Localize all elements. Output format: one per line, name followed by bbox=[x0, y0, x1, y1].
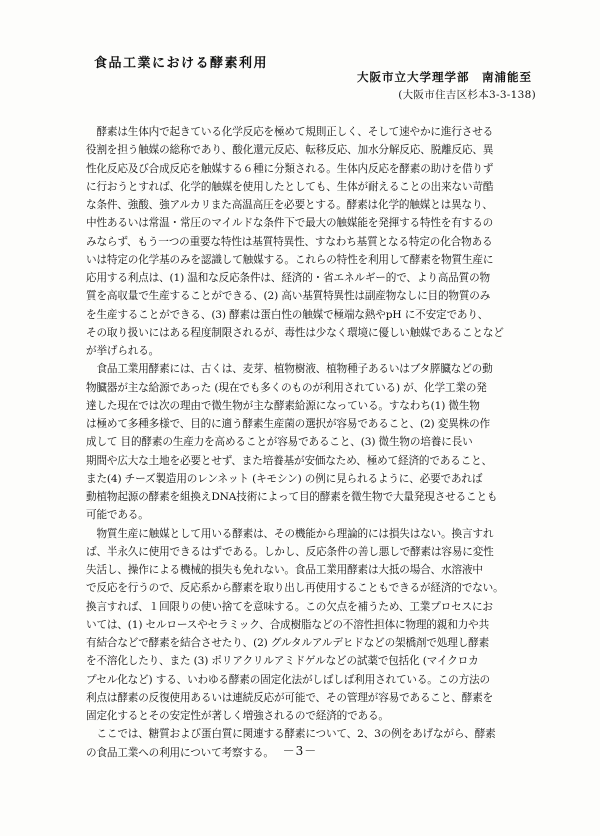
text-line: 可能である。 bbox=[86, 509, 149, 522]
text-line: いては、(1) セルロースやセラミック、合成樹脂などの不溶性担体に物理的親和力や共 bbox=[86, 618, 490, 631]
text-line: の食品工業への利用について考察する。 bbox=[86, 746, 274, 759]
text-line: 有結合などで酵素を結合させたり、(2) グルタルアルデヒドなどの架橋剤で処理し酵素 bbox=[86, 637, 490, 649]
text-line: ば、半永久に使用できるはずである。しかし、反応条件の善し悪しで酵素は容易に変性 bbox=[86, 545, 494, 558]
text-line: いは特定の化学基のみを認識して触媒する。これらの特性を利用して酵素を物質生産に bbox=[86, 253, 494, 266]
body-text bbox=[86, 123, 530, 762]
text-line: 期間や広大な土地を必要とせず、また培養基が安価なため、極めて経済的であること、 bbox=[86, 454, 493, 467]
text-line: また(4) チーズ製造用のレンネット (キモシン) の例に見られるように、必要であれば bbox=[86, 472, 483, 485]
text-line: プセル化など) する、いわゆる酵素の固定化法がしばしば利用されている。この方法の bbox=[86, 673, 490, 686]
text-line: 食品工業用酵素には、古くは、麦芽、植物樹液、植物種子あるいはブタ膵臓などの動 bbox=[86, 363, 493, 376]
page-number: －3－ bbox=[282, 744, 318, 758]
text-line: 物臓器が主な給源であった (現在でも多くのものが利用されている) が、化学工業の発 bbox=[86, 381, 487, 394]
text-line: 動植物起源の酵素を組換えDNA技術によって目的酵素を微生物で大量発現させることも bbox=[86, 491, 498, 503]
text-line: 成して 目的酵素の生産力を高めることが容易であること、(3) 微生物の培養に長い bbox=[86, 436, 473, 449]
text-line: で反応を行うので、反応系から酵素を取り出し再使用することもできるが経済的でない。 bbox=[86, 582, 504, 595]
text-line: 固定化するとその安定性が著しく増強されるので経済的である。 bbox=[86, 710, 389, 722]
text-line: 達した現在では次の理由で微生物が主な酵素給源になっている。すなわち(1) 微生物 bbox=[86, 399, 480, 412]
text-line: 応用する利点は、(1) 温和な反応条件は、経済的・省エネルギー的で、より高品質の物 bbox=[86, 272, 490, 284]
text-line: みならず、もう一つの重要な特性は基質特異性、すなわち基質となる特定の化合物ある bbox=[86, 235, 493, 248]
author-address: (大阪市住吉区杉本3-3-138) bbox=[398, 89, 536, 101]
text-line: 質を高収量で生産することができる、(2) 高い基質特異性は副産物なしに目的物質のみ bbox=[86, 290, 491, 303]
paragraph bbox=[86, 360, 530, 524]
text-line: 役割を担う触媒の総称であり、酸化還元反応、転移反応、加水分解反応、脱離反応、異 bbox=[86, 144, 494, 157]
text-line: 中性あるいは常温・常圧のマイルドな条件下で最大の触媒能を発揮する特性を有するの bbox=[86, 217, 494, 230]
text-line: ここでは、糖質および蛋白質に関連する酵素について、2、3の例をあげながら、酵素 bbox=[86, 728, 496, 741]
text-line: 酵素は生体内で起きている化学反応を極めて規則正しく、そして速やかに進行させる bbox=[86, 126, 494, 138]
text-line: 換言すれば、１回限りの使い捨てを意味する。この欠点を補うため、工業プロセスにお bbox=[86, 600, 493, 613]
author-affiliation: 大阪市立大学理学部 南浦能至 bbox=[357, 70, 532, 84]
text-line: その取り扱いにはある程度制限されるが、毒性は少なく環境に優しい触媒であることなど bbox=[86, 326, 504, 339]
text-line: に行おうとすれば、化学的触媒を使用したとしても、生体が耐えることの出来ない苛酷 bbox=[86, 180, 494, 193]
text-line: な条件、強酸、強アルカリまた高温高圧を必要とする。酵素は化学的触媒とは異なり、 bbox=[86, 199, 493, 211]
paragraph bbox=[86, 525, 530, 726]
text-line: が挙げられる。 bbox=[86, 345, 160, 357]
text-line: を不溶化したり、また (3) ポリアクリルアミドゲルなどの試薬で包括化 (マイクロカ bbox=[86, 655, 479, 668]
document-title: 食品工業における酵素利用 bbox=[94, 56, 269, 71]
text-line: 失活し、操作による機械的損失も免れない。食品工業用酵素は大抵の場合、水溶液中 bbox=[86, 564, 483, 576]
paragraph bbox=[86, 123, 530, 360]
text-line: 性化反応及び合成反応を触媒する６種に分類される。生体内反応を酵素の助けを借りず bbox=[86, 162, 494, 175]
text-line: 利点は酵素の反復使用あるいは連続反応が可能で、その管理が容易であること、酵素を bbox=[86, 691, 494, 704]
text-line: 物質生産に触媒として用いる酵素は、その機能から理論的には損失はない。換言すれ bbox=[86, 527, 494, 540]
text-line: を生産することができる、(3) 酵素は蛋白性の触媒で極端な熱やpH に不安定であり、 bbox=[86, 308, 489, 321]
text-line: は極めて多種多様で、目的に適う酵素生産菌の選択が容易であること、(2) 変異株の作 bbox=[86, 418, 490, 430]
